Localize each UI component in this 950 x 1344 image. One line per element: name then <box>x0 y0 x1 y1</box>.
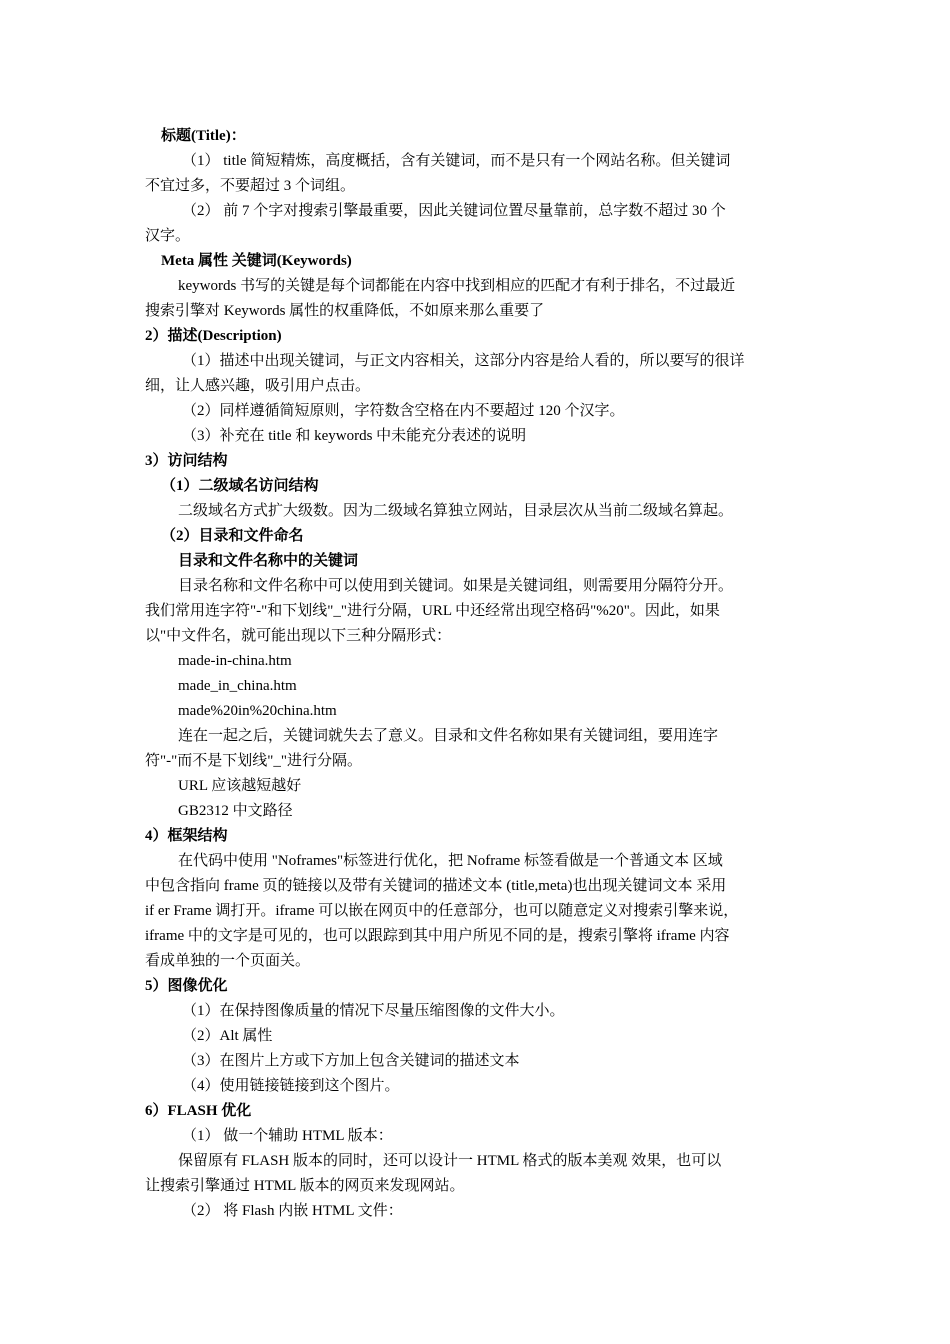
heading-meta-keywords: Meta 属性 关键词(Keywords) <box>161 253 352 269</box>
paragraph-line: 符"-"而不是下划线"_"进行分隔。 <box>145 753 362 769</box>
document-body <box>145 124 810 1224</box>
heading-access-structure: 3）访问结构 <box>145 453 228 469</box>
paragraph-line: （1）描述中出现关键词，与正文内容相关，这部分内容是给人看的，所以要写的很详 <box>182 353 745 369</box>
paragraph-line: 细，让人感兴趣，吸引用户点击。 <box>145 378 371 394</box>
heading-description: 2）描述(Description) <box>145 328 282 344</box>
example-filename: made%20in%20china.htm <box>178 703 337 719</box>
paragraph-line: （3）补充在 title 和 keywords 中未能充分表述的说明 <box>182 428 527 444</box>
subheading-directory-keywords: 目录和文件名称中的关键词 <box>178 553 359 569</box>
heading-image-optimization: 5）图像优化 <box>145 978 228 994</box>
paragraph-line: （2）同样遵循简短原则，字符数含空格在内不要超过 120 个汉字。 <box>182 403 625 419</box>
heading-title: 标题(Title)： <box>161 128 246 144</box>
example-filename: made-in-china.htm <box>178 653 292 669</box>
list-item: （1）在保持图像质量的情况下尽量压缩图像的文件大小。 <box>182 1003 565 1019</box>
subheading-subdomain: （1）二级域名访问结构 <box>161 478 319 494</box>
paragraph-line: if er Frame 调打开。iframe 可以嵌在网页中的任意部分，也可以随意定义对搜索引擎来说， <box>145 903 739 919</box>
paragraph-line: 不宜过多，不要超过 3 个词组。 <box>145 178 356 194</box>
heading-frame-structure: 4）框架结构 <box>145 828 228 844</box>
paragraph-line: （2） 前 7 个字对搜索引擎最重要，因此关键词位置尽量靠前，总字数不超过 30 个 <box>182 203 726 219</box>
paragraph-line: 让搜索引擎通过 HTML 版本的网页来发现网站。 <box>145 1178 465 1194</box>
list-item: （3）在图片上方或下方加上包含关键词的描述文本 <box>182 1053 520 1069</box>
list-item: （2） 将 Flash 内嵌 HTML 文件： <box>182 1203 403 1219</box>
paragraph-line: 我们常用连字符"-"和下划线"_"进行分隔，URL 中还经常出现空格码"%20"。因此，如果 <box>145 603 720 619</box>
list-item: （2）Alt 属性 <box>182 1028 273 1044</box>
paragraph-line: URL 应该越短越好 <box>178 778 302 794</box>
paragraph-line: 保留原有 FLASH 版本的同时，还可以设计一 HTML 格式的版本美观 效果，也可以 <box>178 1153 722 1169</box>
paragraph-line: 中包含指向 frame 页的链接以及带有关键词的描述文本 (title,meta)也出现关键词文本 采用 <box>145 878 727 894</box>
list-item: （4）使用链接链接到这个图片。 <box>182 1078 400 1094</box>
paragraph-line: 以"中文件名，就可能出现以下三种分隔形式： <box>145 628 452 644</box>
example-filename: made_in_china.htm <box>178 678 297 694</box>
paragraph-line: 目录名称和文件名称中可以使用到关键词。如果是关键词组，则需要用分隔符分开。 <box>178 578 734 594</box>
subheading-directory-naming: （2）目录和文件命名 <box>161 528 304 544</box>
paragraph-line: GB2312 中文路径 <box>178 803 293 819</box>
paragraph-line: iframe 中的文字是可见的，也可以跟踪到其中用户所见不同的是，搜索引擎将 iframe 内容 <box>145 928 730 944</box>
list-item: （1） 做一个辅助 HTML 版本： <box>182 1128 393 1144</box>
heading-flash-optimization: 6）FLASH 优化 <box>145 1103 252 1119</box>
paragraph-line: 看成单独的一个页面关。 <box>145 953 311 969</box>
paragraph-line: 二级域名方式扩大级数。因为二级域名算独立网站，目录层次从当前二级域名算起。 <box>178 503 734 519</box>
paragraph-line: 连在一起之后，关键词就失去了意义。目录和文件名称如果有关键词组，要用连字 <box>178 728 719 744</box>
paragraph-line: （1） title 简短精炼，高度概括，含有关键词，而不是只有一个网站名称。但关键词 <box>182 153 731 169</box>
paragraph-line: 在代码中使用 "Noframes"标签进行优化，把 Noframe 标签看做是一个普通文本 区域 <box>178 853 723 869</box>
paragraph-line: keywords 书写的关键是每个词都能在内容中找到相应的匹配才有利于排名，不过最近 <box>178 278 736 294</box>
paragraph-line: 汉字。 <box>145 228 191 244</box>
paragraph-line: 搜索引擎对 Keywords 属性的权重降低，不如原来那么重要了 <box>145 303 545 319</box>
